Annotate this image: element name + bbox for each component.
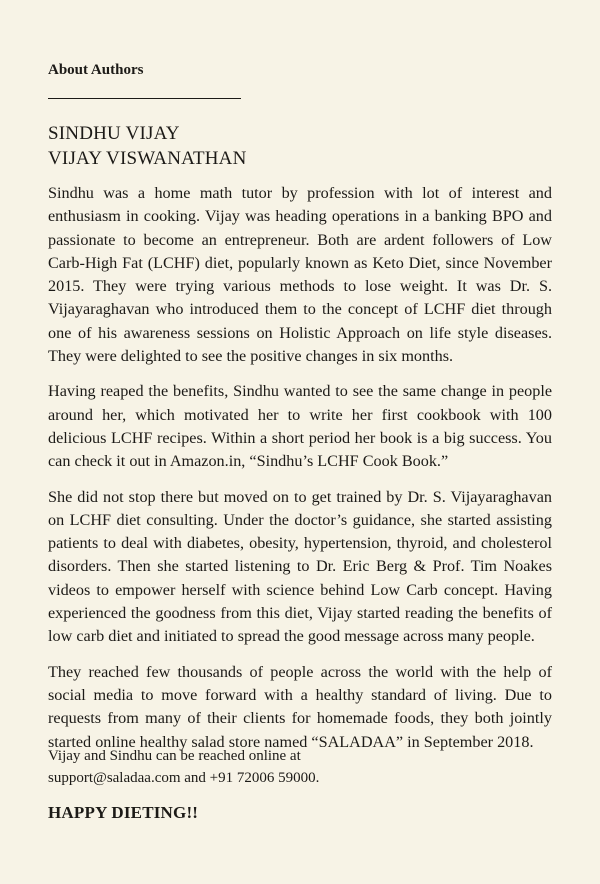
author-name-2: VIJAY VISWANATHAN — [48, 148, 247, 169]
contact-line-1: Vijay and Sindhu can be reached online at — [48, 748, 301, 764]
heading-divider — [48, 98, 241, 99]
signoff-text: HAPPY DIETING!! — [48, 803, 199, 822]
bio-paragraph-4: They reached few thousands of people across the world with the help of social media to move forward with a healthy standard of living. Due to requests from many of their clients for homemade foods, they both jointly started online healthy salad store named “SALADAA” in September 2018. — [48, 662, 552, 751]
bio-paragraph-3: She did not stop there but moved on to get trained by Dr. S. Vijayaraghavan on LCHF diet consulting. Under the doctor’s guidance, she started assisting patients to deal with diabetes, obesity, hypertension, thyroid, and cholesterol disorders. Then she started listening to Dr. Eric Berg & Prof. Tim Noakes videos to empower herself with science behind Low Carb concept. Having experienced the goodness from this diet, Vijay started reading the benefits of low carb diet and initiated to spread the good message across many people. — [48, 487, 552, 646]
author-name-1: SINDHU VIJAY — [48, 123, 180, 144]
contact-line-2: support@saladaa.com and +91 72006 59000. — [48, 769, 320, 786]
section-title: About Authors — [48, 62, 144, 78]
contact-info — [48, 746, 319, 789]
bio-paragraph-1: Sindhu was a home math tutor by profession with lot of interest and enthusiasm in cooking. Vijay was heading operations in a banking BPO and passionate to become an entrepreneur. Both are ardent followers of Low Carb-High Fat (LCHF) diet, popularly known as Keto Diet, since November 2015. They were trying various methods to lose weight. It was Dr. S. Vijayaraghavan who introduced them to the concept of LCHF diet through one of his awareness sessions on Holistic Approach on life style diseases. They were delighted to see the positive changes in six months. — [48, 184, 552, 366]
bio-paragraph-2: Having reaped the benefits, Sindhu wanted to see the same change in people around her, which motivated her to write her first cookbook with 100 delicious LCHF recipes. Within a short period her book is a big success. You can check it out in Amazon.in, “Sindhu’s LCHF Cook Book.” — [48, 382, 552, 471]
author-names — [48, 121, 247, 171]
author-bio — [48, 182, 552, 766]
